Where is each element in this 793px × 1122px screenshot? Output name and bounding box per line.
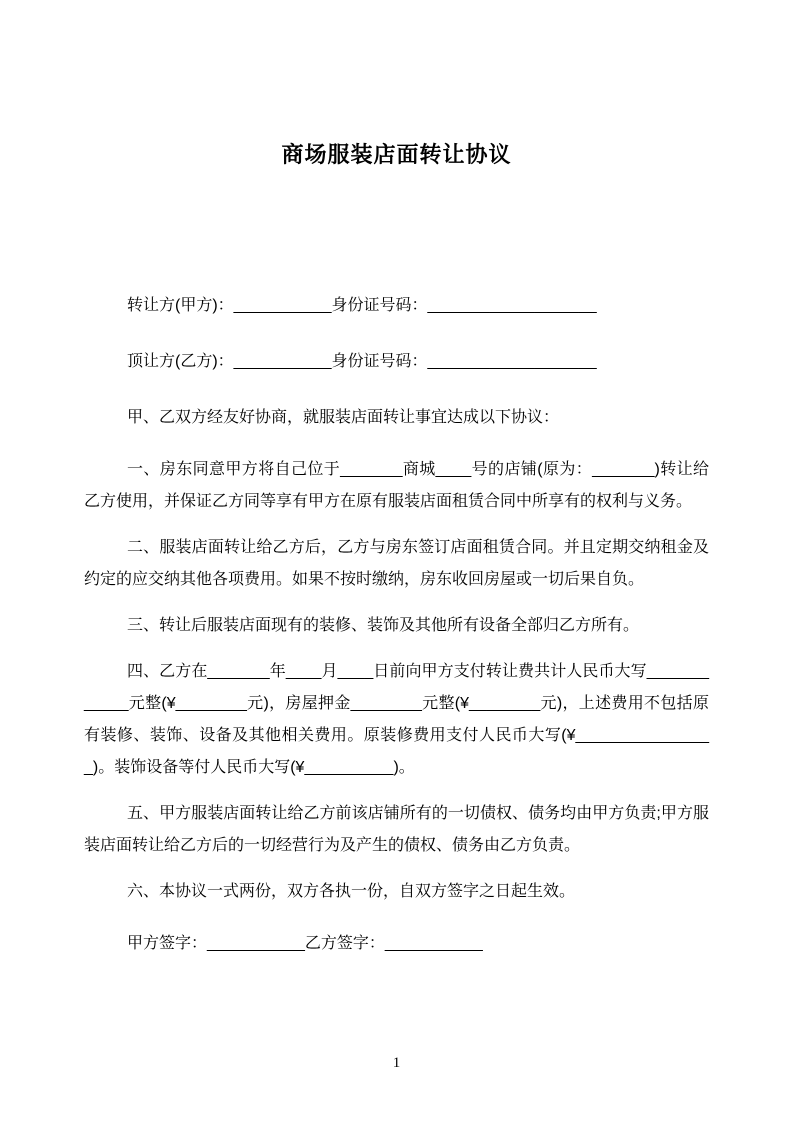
page-number: 1 (392, 1055, 401, 1071)
clause-6: 六、本协议一式两份，双方各执一份，自双方签字之日起生效。 (127, 883, 576, 900)
party-a-line: 转让方(甲方)：___________身份证号码：___________________ (127, 297, 597, 314)
signature-line: 甲方签字：___________乙方签字：___________ (127, 935, 483, 952)
party-b-line: 顶让方(乙方)：___________身份证号码：___________________ (127, 353, 597, 370)
document-title: 商场服装店面转让协议 (281, 142, 512, 167)
clause-5: 五、甲方服装店面转让给乙方前该店铺所有的一切债权、债务均由甲方负责;甲方服装店面转让给乙方后的一切经营行为及产生的债权、债务由乙方负责。 (84, 805, 709, 854)
preamble-line: 甲、乙双方经友好协商，就服装店面转让事宜达成以下协议： (127, 409, 560, 426)
clause-4: 四、乙方在_______年____月____日前向甲方支付转让费共计人民币大写____________元整(¥________元)，房屋押金________元整(¥________元)，上述费用不包括原有装修、装饰、设备及其他相关费用。原装修费用支付人民币大写(¥________________)。装饰设备等付人民币大写(¥__________)。 (84, 663, 709, 776)
clause-1: 一、房东同意甲方将自己位于_______商城____号的店铺(原为：_______)转让给乙方使用，并保证乙方同等享有甲方在原有服装店面租赁合同中所享有的权利与义务。 (84, 461, 709, 510)
clause-2: 二、服装店面转让给乙方后，乙方与房东签订店面租赁合同。并且定期交纳租金及约定的应交纳其他各项费用。如果不按时缴纳，房东收回房屋或一切后果自负。 (84, 539, 709, 588)
clause-3: 三、转让后服装店面现有的装修、装饰及其他所有设备全部归乙方所有。 (127, 617, 640, 634)
